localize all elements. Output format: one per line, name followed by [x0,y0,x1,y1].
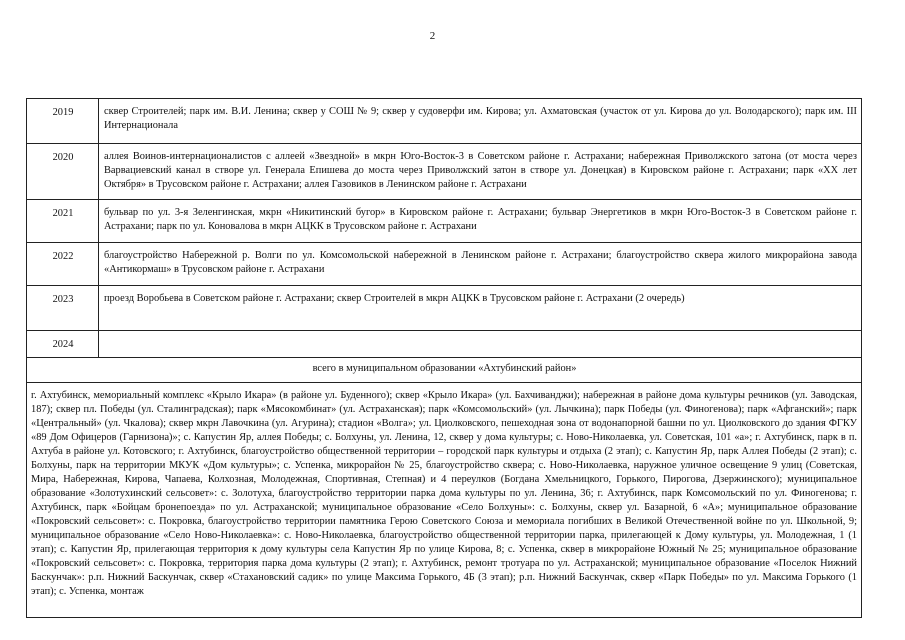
objects-cell: сквер Строителей; парк им. В.И. Ленина; сквер у СОШ № 9; сквер у судоверфи им. Кирова; ул. Ахматовская (участок от ул. Кирова до ул. Володарского); парк им. III Интернационала [99,99,862,144]
table-row [27,200,862,243]
year-cell: 2022 [27,243,99,286]
objects-cell: проезд Воробьева в Советском районе г. Астрахани; сквер Строителей в мкрн АЦКК в Трусовском районе г. Астрахани (2 очередь) [99,286,862,331]
table-row [27,286,862,331]
section-content-cell [27,383,862,618]
year-cell: 2024 [27,331,99,358]
year-cell: 2023 [27,286,99,331]
section-title: всего в муниципальном образовании «Ахтубинский район» [27,358,862,383]
table-row [27,144,862,200]
objects-cell [99,331,862,358]
year-cell: 2019 [27,99,99,144]
section-content-row [27,383,862,618]
year-cell: 2020 [27,144,99,200]
improvement-objects-table [26,98,862,618]
table-row [27,331,862,358]
objects-cell: благоустройство Набережной р. Волги по ул. Комсомольской набережной в Ленинском районе г. Астрахани; благоустройство сквера жилого микрорайона завода «Антикормаш» в Трусовском районе г. Астрахани [99,243,862,286]
year-cell: 2021 [27,200,99,243]
table-row [27,243,862,286]
table-row [27,99,862,144]
section-header-row [27,358,862,383]
section-content-text: г. Ахтубинск, мемориальный комплекс «Крыло Икара» (в районе ул. Буденного); сквер «Крыло Икара» (ул. Бахчиванджи); набережная в районе дома культуры речников (ул. Заводская, 187); сквер пл. Победы (ул. Сталинградская); парк «Мясокомбинат» (ул. Астраханская); парк «Комсомольский» (ул. Лычкина); парк Победы (ул. Финогенова); парк «Афганский»; парк «Центральный» (ул. Чкалова); сквер мкрн Лавочкина (ул. Агурина); стадион «Волга»; ул. Циолковского, пешеходная зона от водонапорной башни по ул. Циолковского до здания ФГКУ «89 Дом Офицеров (Гарнизона)»; с. Капустин Яр, аллея Победы; с. Болхуны, ул. Ленина, 12, сквер у дома культуры; с. Ново-Николаевка, ул. Советская, 101 «а»; г. Ахтубинск, парк в п. Ахтуба в районе ул. Котовского; г. Ахтубинск, благоустройство общественной территории – городской парк культуры и отдыха (2 этап); с. Капустин Яр, парк Аллея Победы (2 этап); с. Болхуны, парк на территории МКУК «Дом культуры»; с. Успенка, микрорайон № 25, благоустройство сквера; с. Ново-Николаевка, наружное уличное освещение 9 улиц (Советская, Мира, Набережная, Кирова, Чапаева, Колхозная, Молодежная, Спортивная, Степная) и 4 переулков (Богдана Хмельницкого, Горького, Пирогова, Дзержинского); муниципальное образование «Золотухинский сельсовет»: с. Золотуха, благоустройство территории парка дома культуры по ул. Ленина, 36; г. Ахтубинск, парк Комсомольский по ул. Финогенова; г. Ахтубинск, парк «Бойцам бронепоезда» по ул. Астраханской; муниципальное образование «Село Болхуны»: с. Болхуны, сквер ул. Базарной, 6 «А»; муниципальное образование «Покровский сельсовет»: с. Покровка, благоустройство территории памятника Герою Советского Союза и мемориала погибших в Великой Отечественной войне по ул. Школьной, 9; муниципальное образование «Село Ново-Николаевка»: с. Ново-Николаевка, благоустройство общественной территории парка, прилегающей к Дому культуры, ул. Молодежная, 1 (1 этап); с. Капустин Яр, прилегающая территория к дому культуры села Капустин Яр по улице Кирова, 8; с. Успенка, сквер в микрорайоне Южный № 25; муниципальное образование «Покровский сельсовет»: с. Покровка, территория парка дома культуры (2 этап); г. Ахтубинск, ремонт тротуара по ул. Астраханской; муниципальное образование «Поселок Нижний Баскунчак»: р.п. Нижний Баскунчак, сквер «Стахановский садик» по улице Максима Горького, 4Б (3 этап); р.п. Нижний Баскунчак, сквер «Парк Победы» по ул. Максима Горького (1 этап); с. Успенка, монтаж [31,390,857,597]
objects-cell: бульвар по ул. 3-я Зеленгинская, мкрн «Никитинский бугор» в Кировском районе г. Астрахани; бульвар Энергетиков в мкрн Юго-Восток-3 в Советском районе г. Астрахани; парк по ул. Коновалова в мкрн АЦКК в Трусовском районе г. Астрахани [99,200,862,243]
objects-cell: аллея Воинов-интернационалистов с аллеей «Звездной» в мкрн Юго-Восток-3 в Советском районе г. Астрахани; набережная Приволжского затона (от моста через Варвациевский канал в створе ул. Генерала Епишева до моста через Приволжский затон в створе ул. Донецкая) в Кировском районе г. Астрахани; парк «XX лет Октября» в Трусовском районе г. Астрахани; аллея Газовиков в Ленинском районе г. Астрахани [99,144,862,200]
page-number: 2 [429,30,436,42]
